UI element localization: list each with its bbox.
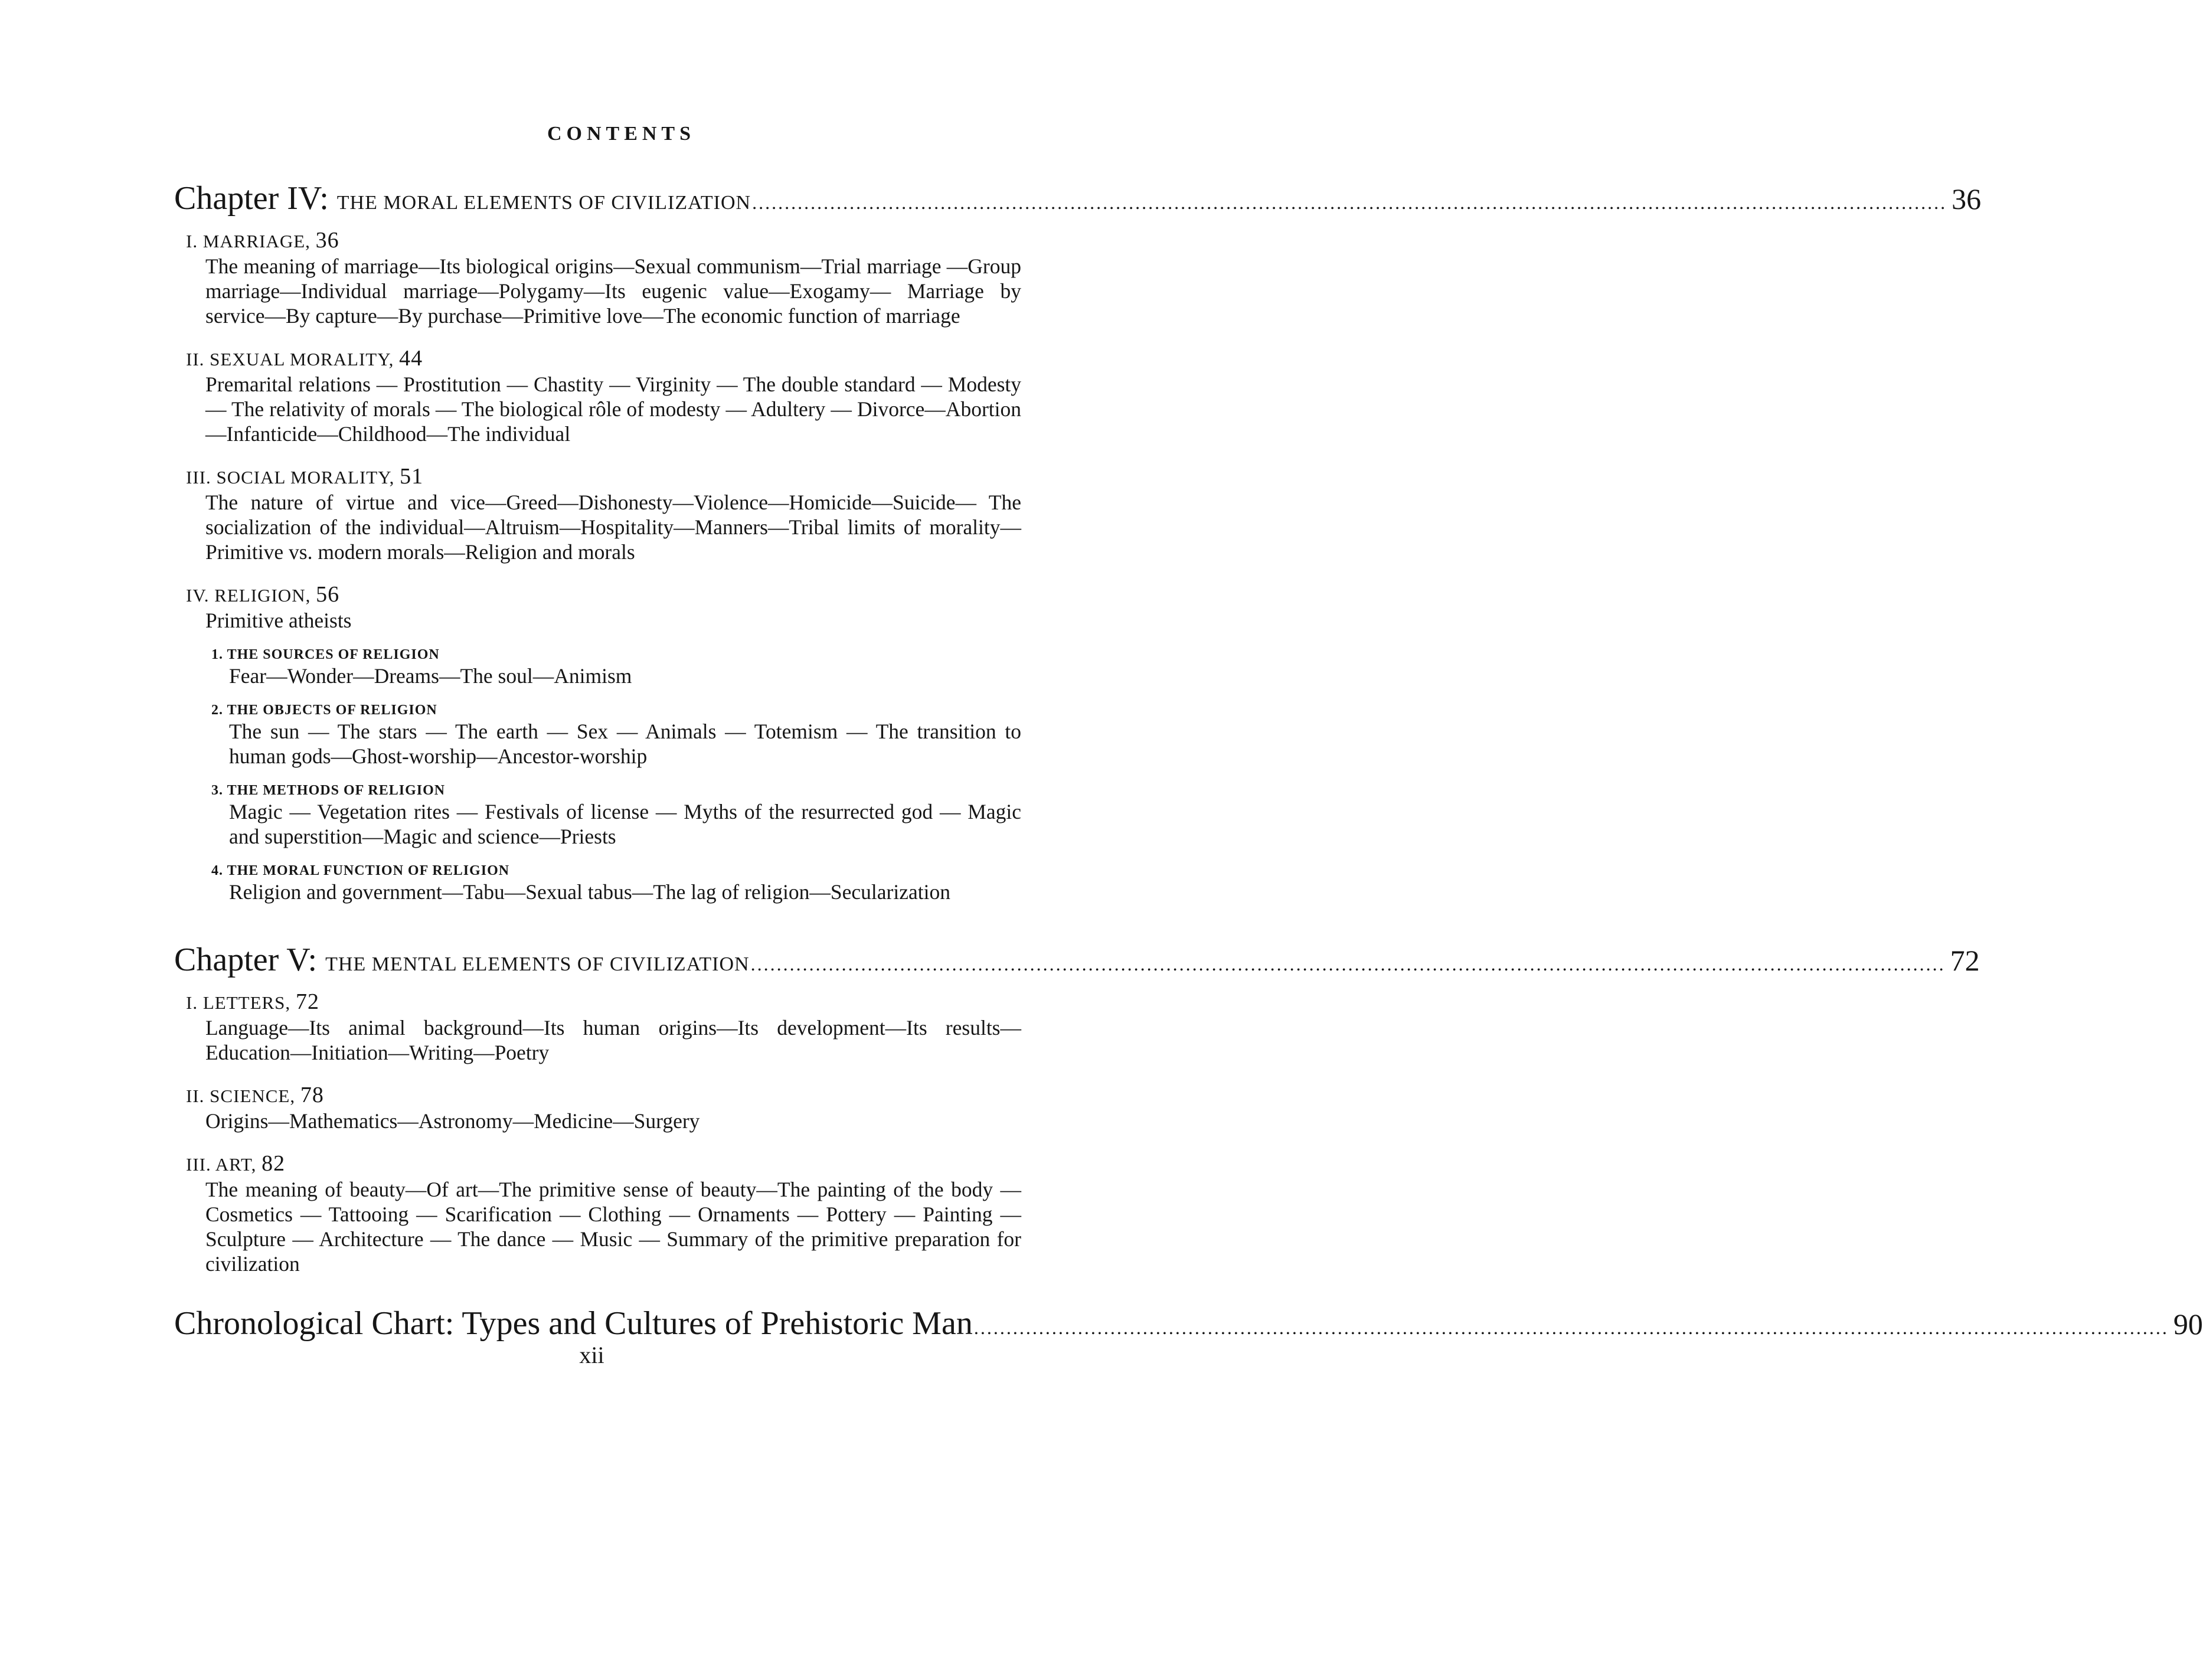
section-science	[186, 1083, 1021, 1133]
subsection-methods	[205, 782, 1021, 849]
section-title: SCIENCE,	[210, 1086, 296, 1106]
subsection-numeral: 2.	[211, 702, 223, 718]
running-head: CONTENTS	[547, 123, 696, 145]
section-letters	[186, 989, 1021, 1065]
section-summary: The meaning of beauty—Of art—The primitive sense of beauty—The painting of the body — Cosmetics — Tattooing — Scarification — Clothing — Ornaments — Pottery — Painting — Sculpture — Architecture — The dance — Music — Summary of the primitive preparation for civilization	[205, 1178, 1021, 1276]
subsection-summary: Religion and government—Tabu—Sexual tabus—The lag of religion—Secularization	[229, 880, 950, 904]
section-title: RELIGION,	[214, 585, 311, 606]
subsection-title: THE METHODS OF RELIGION	[227, 783, 446, 798]
section-sexual-morality	[186, 346, 1021, 446]
section-page: 51	[400, 464, 424, 489]
chapter-5-page: 72	[1950, 944, 1980, 977]
section-page: 78	[300, 1083, 324, 1107]
section-title: SOCIAL MORALITY,	[216, 467, 395, 488]
section-marriage	[186, 228, 1021, 328]
section-summary: Origins—Mathematics—Astronomy—Medicine—Surgery	[205, 1109, 700, 1133]
subsection-summary: Magic — Vegetation rites — Festivals of license — Myths of the resurrected god — Magic and superstition—Magic and science—Priests	[229, 800, 1021, 848]
section-summary: Premarital relations — Prostitution — Chastity — Virginity — The double standard — Modesty — The relativity of morals — The biological rôle of modesty — Adultery — Divorce—Abortion—Infanticide—Childhood—The individual	[205, 372, 1021, 446]
subsection-moral-function	[205, 862, 1021, 904]
section-numeral: IV.	[186, 585, 210, 606]
chapter-5-sections	[186, 989, 1021, 1276]
section-page: 72	[295, 989, 319, 1014]
section-summary: The meaning of marriage—Its biological origins—Sexual communism—Trial marriage —Group marriage—Individual marriage—Polygamy—Its eugenic value—Exogamy— Marriage by service—By capture—By purchase—Primitive love—The economic function of marriage	[205, 254, 1021, 328]
section-summary: Primitive atheists	[205, 609, 352, 632]
section-heading	[186, 1083, 1021, 1109]
chart-entry-title: Chronological Chart: Types and Cultures of Prehistoric Man	[174, 1305, 973, 1342]
chapter-4-sections	[186, 228, 1021, 904]
section-social-morality	[186, 464, 1021, 564]
section-page: 44	[399, 346, 423, 371]
subsection-sources	[205, 646, 1021, 688]
subsection-heading	[211, 862, 1021, 880]
chronological-chart-entry	[174, 1305, 2203, 1342]
subsection-numeral: 4.	[211, 863, 223, 878]
section-numeral: III.	[186, 467, 211, 488]
subsection-heading	[211, 701, 1021, 719]
subsection-title: THE OBJECTS OF RELIGION	[227, 702, 437, 718]
section-numeral: I.	[186, 992, 198, 1013]
section-page: 56	[316, 582, 340, 607]
section-heading	[186, 346, 1021, 372]
chapter-5-title: THE MENTAL ELEMENTS OF CIVILIZATION	[325, 953, 750, 975]
subsection-numeral: 3.	[211, 783, 223, 798]
subsection-summary: Fear—Wonder—Dreams—The soul—Animism	[229, 664, 632, 688]
section-summary: The nature of virtue and vice—Greed—Dishonesty—Violence—Homicide—Suicide— The socialization of the individual—Altruism—Hospitality—Manners—Tribal limits of morality—Primitive vs. modern morals—Religion and morals	[205, 491, 1021, 564]
subsection-heading	[211, 646, 1021, 663]
contents-page	[174, 123, 2203, 1369]
section-art	[186, 1151, 1021, 1276]
dot-leader	[751, 953, 1946, 975]
subsection-summary: The sun — The stars — The earth — Sex — Animals — Totemism — The transition to human gods—Ghost-worship—Ancestor-worship	[229, 720, 1021, 768]
section-heading	[186, 582, 1021, 608]
chapter-4-page: 36	[1952, 182, 1982, 215]
subsection-numeral: 1.	[211, 647, 223, 662]
section-numeral: II.	[186, 1086, 205, 1106]
chart-entry-page: 90	[2173, 1308, 2203, 1341]
section-heading	[186, 1151, 1021, 1177]
dot-leader	[974, 1317, 2169, 1339]
chapter-5-label: Chapter V:	[174, 942, 318, 978]
section-title: LETTERS,	[202, 992, 291, 1013]
chapter-5-entry	[174, 941, 1980, 979]
page-number: xii	[579, 1342, 604, 1368]
section-title: ART,	[215, 1154, 257, 1175]
section-page: 82	[262, 1151, 286, 1176]
subsection-heading	[211, 782, 1021, 799]
section-page: 36	[315, 228, 339, 253]
subsection-title: THE SOURCES OF RELIGION	[227, 647, 440, 662]
chapter-4-entry	[174, 179, 1982, 217]
section-religion	[186, 582, 1021, 904]
section-heading	[186, 989, 1021, 1015]
section-numeral: II.	[186, 349, 205, 370]
section-summary: Language—Its animal background—Its human origins—Its development—Its results— Education—Initiation—Writing—Poetry	[205, 1016, 1021, 1064]
chapter-4-label: Chapter IV:	[174, 180, 329, 217]
subsection-title: THE MORAL FUNCTION OF RELIGION	[227, 863, 510, 878]
section-heading	[186, 464, 1021, 490]
section-numeral: III.	[186, 1154, 211, 1175]
dot-leader	[752, 192, 1947, 214]
religion-subsections	[205, 646, 1021, 904]
subsection-objects	[205, 701, 1021, 769]
section-numeral: I.	[186, 231, 198, 251]
section-title: MARRIAGE,	[202, 231, 310, 251]
chapter-4-title: THE MORAL ELEMENTS OF CIVILIZATION	[336, 192, 751, 214]
section-heading	[186, 228, 1021, 254]
section-title: SEXUAL MORALITY,	[210, 349, 394, 370]
